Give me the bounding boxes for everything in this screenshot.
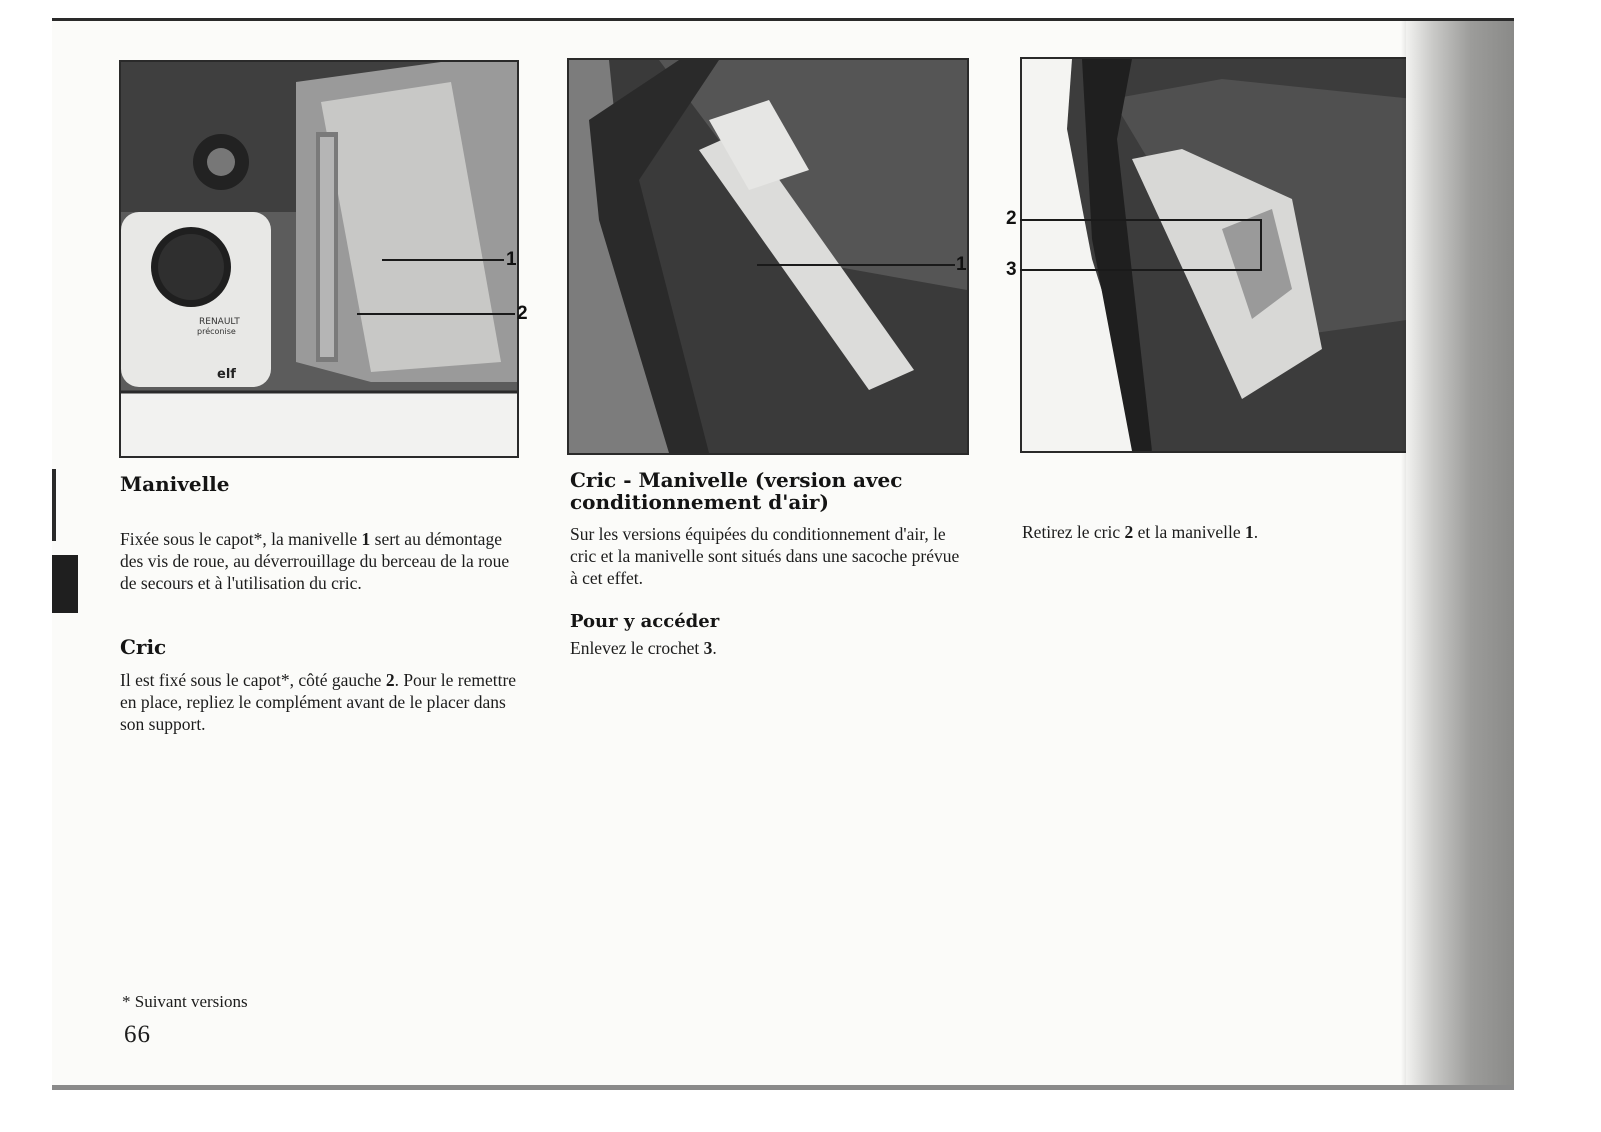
heading-cric: Cric bbox=[120, 635, 167, 659]
photo-jack-removal-image bbox=[1022, 59, 1414, 451]
leader-line-1 bbox=[382, 259, 504, 261]
footnote: * Suivant versions bbox=[122, 992, 248, 1011]
paragraph-retirez-mid: et la manivelle bbox=[1137, 522, 1241, 542]
heading-pour-y-acceder: Pour y accéder bbox=[570, 611, 720, 632]
callout-photo2-1: 1 bbox=[956, 254, 967, 275]
paragraph-cric-rest: . Pour le remettre en place, repliez le complément avant de le placer dans son support. bbox=[120, 670, 517, 734]
paragraph-cric bbox=[120, 669, 520, 735]
photo-label-elf: elf bbox=[217, 367, 236, 382]
callout-2: 2 bbox=[517, 303, 528, 324]
paragraph-manivelle bbox=[120, 528, 520, 594]
leader-bracket bbox=[1260, 219, 1262, 269]
paragraph-acceder-rest: . bbox=[712, 638, 717, 658]
leader-line-photo3-2 bbox=[1020, 219, 1262, 221]
paragraph-cric-text: Il est fixé sous le capot*, côté gauche bbox=[120, 670, 382, 690]
callout-photo3-2: 2 bbox=[1006, 208, 1017, 229]
photo-label-preconise: préconise bbox=[197, 327, 236, 336]
paragraph-acceder bbox=[570, 637, 970, 659]
leader-line-photo3-3 bbox=[1020, 269, 1262, 271]
paragraph-clim: Sur les versions équipées du conditionnement d'air, le cric et la manivelle sont situés dans une sacoche prévue à cet effet. bbox=[570, 524, 960, 588]
leader-line-2 bbox=[357, 313, 515, 315]
paragraph-retirez-text: Retirez le cric bbox=[1022, 522, 1121, 542]
page-fold bbox=[1406, 21, 1514, 1085]
paragraph-manivelle-rest: sert au démontage des vis de roue, au déverrouillage du berceau de la roue de secours et à l'utilisation du cric. bbox=[120, 529, 510, 593]
leader-line-photo2-1 bbox=[757, 264, 955, 266]
callout-1: 1 bbox=[506, 249, 517, 270]
binding-mark bbox=[52, 469, 56, 541]
paragraph-retirez-end: . bbox=[1253, 522, 1259, 542]
photo-label-renault: RENAULT bbox=[199, 317, 240, 327]
paragraph-retirez bbox=[1022, 521, 1402, 543]
manual-page bbox=[52, 18, 1514, 1090]
photo-jack-removal bbox=[1020, 57, 1416, 453]
paragraph-manivelle-text: Fixée sous le capot*, la manivelle bbox=[120, 529, 358, 549]
paragraph-acceder-text: Enlevez le crochet bbox=[570, 638, 700, 658]
ref-3: 3 bbox=[703, 638, 713, 658]
photo-jack-bag-door bbox=[567, 58, 969, 455]
ref-cric-2: 2 bbox=[1124, 522, 1134, 542]
photo-jack-bag-door-image bbox=[569, 60, 967, 453]
callout-photo3-3: 3 bbox=[1006, 259, 1017, 280]
section-tab bbox=[52, 555, 78, 613]
ref-manivelle-1: 1 bbox=[1245, 522, 1254, 542]
ref-2: 2 bbox=[385, 670, 395, 690]
page-number: 66 bbox=[124, 1021, 151, 1048]
heading-manivelle: Manivelle bbox=[120, 472, 230, 496]
ref-1: 1 bbox=[361, 529, 371, 549]
heading-cric-manivelle-clim: Cric - Manivelle (version avec conditionnement d'air) bbox=[570, 468, 903, 514]
